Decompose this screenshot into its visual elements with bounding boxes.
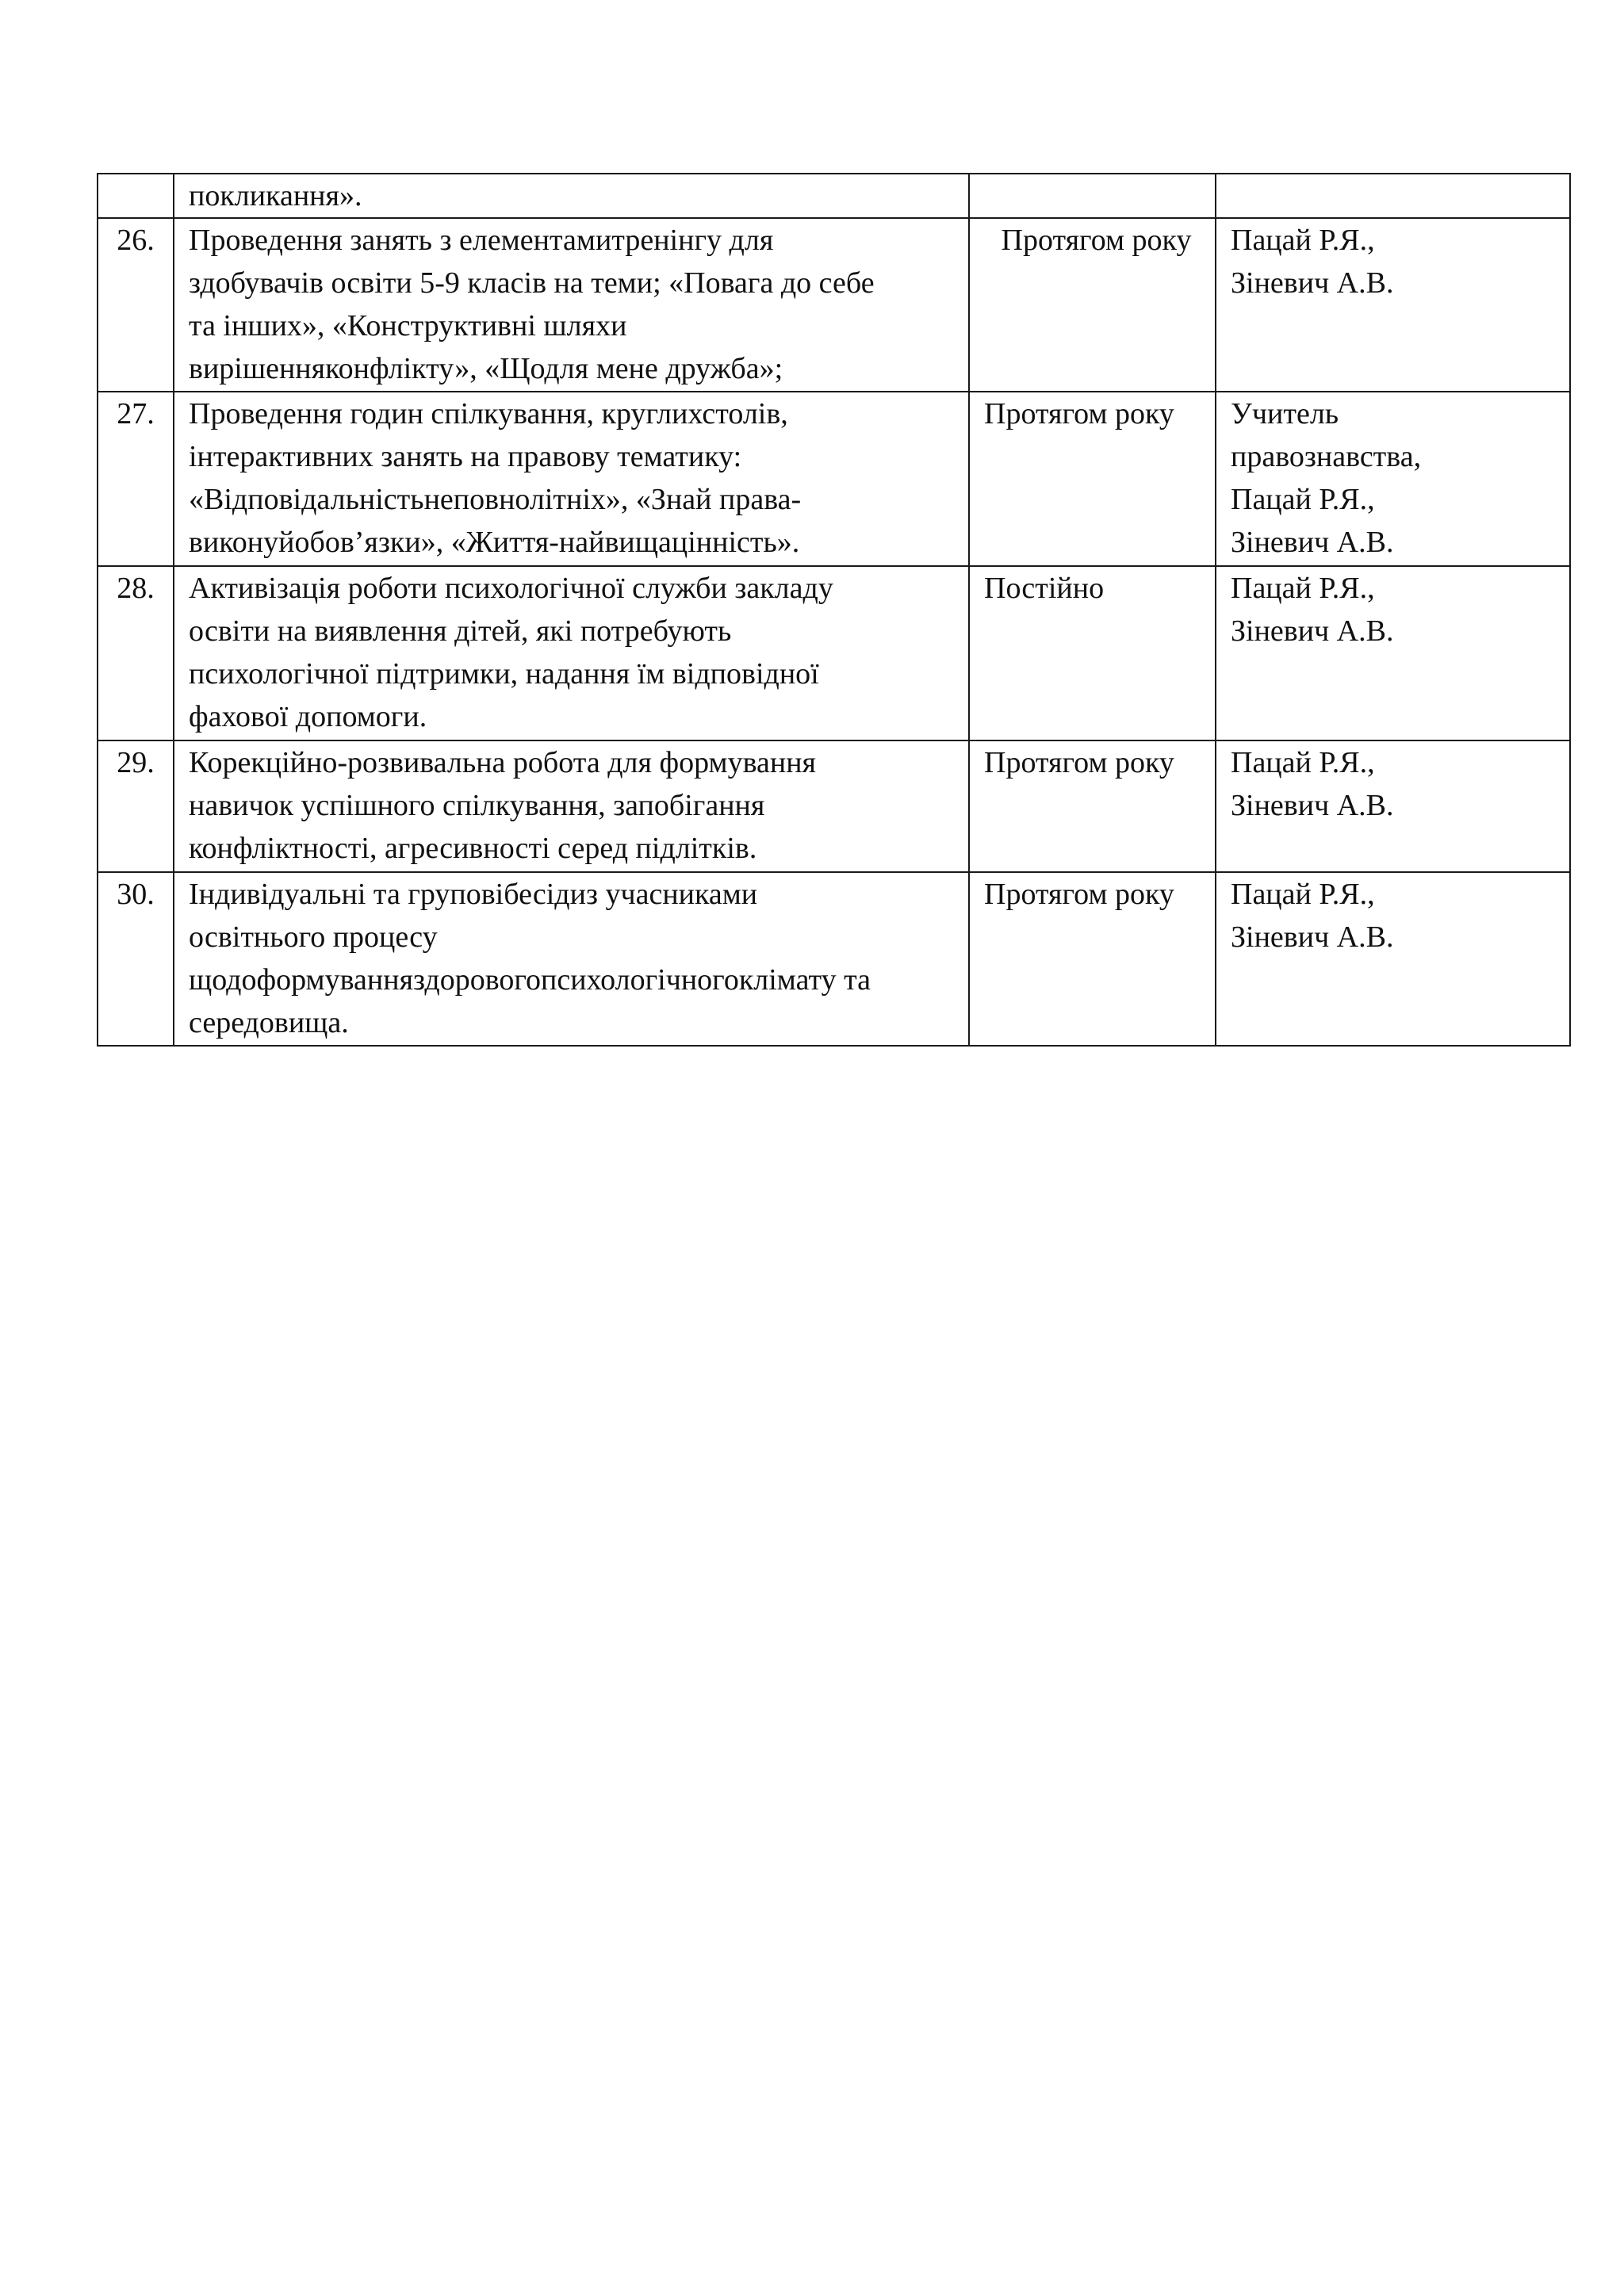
responsible-line: Пацай Р.Я., <box>1231 224 1375 257</box>
table-row <box>98 218 1570 392</box>
activity-line: покликання». <box>189 179 362 212</box>
activity-line: Індивідуальні та груповібесідиз учасниками <box>189 878 758 911</box>
activity-cell <box>174 872 969 1046</box>
activity-line: Проведення занять з елементамитренінгу для <box>189 224 774 257</box>
responsible-line: Пацай Р.Я., <box>1231 878 1375 911</box>
responsible-line: Пацай Р.Я., <box>1231 572 1375 605</box>
table-row <box>98 566 1570 740</box>
term-cell: Протягом року <box>969 872 1216 1046</box>
row-number-cell: 28. <box>98 566 174 740</box>
activity-line: щодоформуванняздоровогопсихологічногоклімату та <box>189 963 871 997</box>
activity-line: виконуйобов’язки», «Життя-найвищацінність». <box>189 526 800 559</box>
activity-line: навичок успішного спілкування, запобігання <box>189 789 765 822</box>
activity-line: Корекційно-розвивальна робота для формування <box>189 746 817 779</box>
activity-line: освітнього процесу <box>189 920 438 954</box>
responsible-line: Пацай Р.Я., <box>1231 746 1375 779</box>
row-number-cell: 29. <box>98 740 174 872</box>
activity-cell <box>174 740 969 872</box>
activity-cell <box>174 566 969 740</box>
responsible-line: Зіневич А.В. <box>1231 526 1394 559</box>
responsible-line: Зіневич А.В. <box>1231 614 1394 648</box>
activity-line: здобувачів освіти 5-9 класів на теми; «Повага до себе <box>189 266 875 300</box>
table-row <box>98 740 1570 872</box>
activity-line: Проведення годин спілкування, круглихстолів, <box>189 397 788 430</box>
activity-line: освіти на виявлення дітей, які потребують <box>189 614 732 648</box>
responsible-line: Зіневич А.В. <box>1231 920 1394 954</box>
responsible-cell <box>1216 740 1570 872</box>
activity-line: фахової допомоги. <box>189 700 427 733</box>
responsible-cell <box>1216 174 1570 218</box>
activities-plan-table <box>97 173 1571 1047</box>
activity-line: психологічної підтримки, надання їм відповідної <box>189 657 819 691</box>
row-number-cell <box>98 174 174 218</box>
responsible-line: правознавства, <box>1231 440 1422 473</box>
responsible-cell <box>1216 566 1570 740</box>
responsible-line: Зіневич А.В. <box>1231 789 1394 822</box>
responsible-cell <box>1216 218 1570 392</box>
responsible-line: Пацай Р.Я., <box>1231 483 1375 516</box>
responsible-cell <box>1216 392 1570 566</box>
activity-line: інтерактивних занять на правову тематику: <box>189 440 742 473</box>
activity-line: середовища. <box>189 1006 349 1039</box>
activity-line: Активізація роботи психологічної служби закладу <box>189 572 833 605</box>
activity-line: та інших», «Конструктивні шляхи <box>189 309 627 342</box>
term-cell: Протягом року <box>969 218 1216 392</box>
responsible-cell <box>1216 872 1570 1046</box>
term-cell: Постійно <box>969 566 1216 740</box>
term-cell <box>969 174 1216 218</box>
term-cell: Протягом року <box>969 740 1216 872</box>
activity-line: «Відповідальністьнеповнолітніх», «Знай права- <box>189 483 802 516</box>
term-cell: Протягом року <box>969 392 1216 566</box>
table-row <box>98 392 1570 566</box>
activity-cell <box>174 174 969 218</box>
responsible-line: Зіневич А.В. <box>1231 266 1394 300</box>
row-number-cell: 27. <box>98 392 174 566</box>
activity-cell <box>174 218 969 392</box>
table-row <box>98 872 1570 1046</box>
activity-line: вирішенняконфлікту», «Щодля мене дружба»; <box>189 352 783 385</box>
responsible-line: Учитель <box>1231 397 1339 430</box>
activity-line: конфліктності, агресивності серед підлітків. <box>189 832 757 865</box>
activity-cell <box>174 392 969 566</box>
row-number-cell: 30. <box>98 872 174 1046</box>
row-number-cell: 26. <box>98 218 174 392</box>
table-row-continuation <box>98 174 1570 218</box>
